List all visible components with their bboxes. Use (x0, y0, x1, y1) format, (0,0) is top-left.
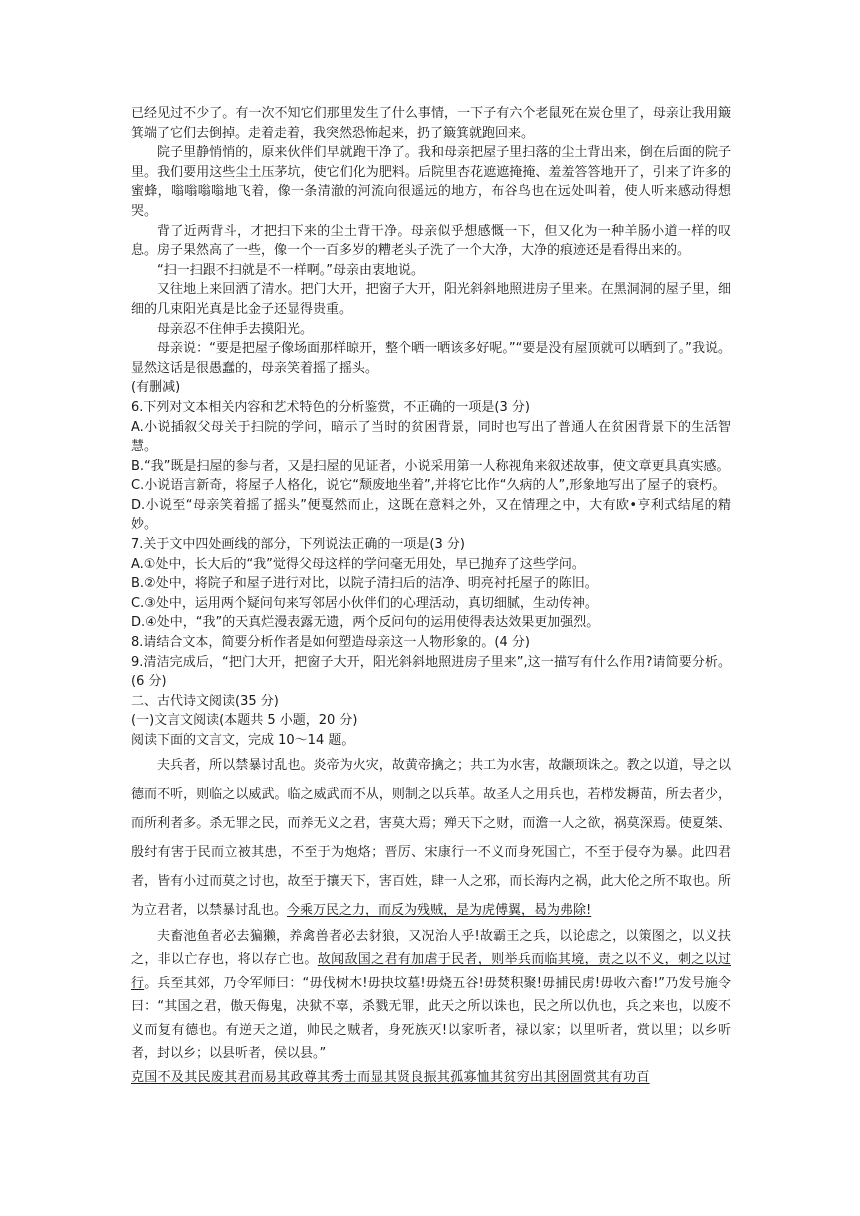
question-7-option-a: A.①处中，长大后的“我”觉得父母这样的学问毫无用处，早已抛弃了这些学问。 (131, 556, 585, 572)
classical-paragraph-2-text-a: 夫畜池鱼者必去猵獭，养禽兽者必去豺狼，又况治人乎!故霸王之兵，以论虑之，以策图之，以义扶之，非以亡存也，将以存亡也。 (131, 928, 731, 968)
classical-paragraph-2-text-b: 。兵至其郊，乃令军师曰：“毋伐树木!毋抉坟墓!毋烧五谷!毋焚积聚!毋捕民虏!毋收六畜!”乃发号施令曰：“其国之君，傲天侮鬼，决狱不辜，杀戮无罪，此天之所以诛也，民之所以仇也，兵之来也，以废不义而复有德也。有逆天之道，帅民之贼者，身死族灭!以家听者，禄以家；以里听者，赏以里；以乡听者，封以乡；以县听者，侯以县。” (131, 975, 731, 1062)
question-7: 7.关于文中四处画线的部分，下列说法正确的一项是(3 分) (131, 537, 465, 553)
story-paragraph-7: 母亲说：“要是把屋子像场面那样晾开，整个晒一晒该多好呢。”“要是没有屋顶就可以晒到了。”我说。显然这话是很愚蠢的，母亲笑着摇了摇头。 (131, 341, 731, 376)
question-7-option-d: D.④处中，“我”的天真烂漫表露无遗，两个反问句的运用使得表达效果更加强烈。 (131, 615, 600, 631)
question-9: 9.清洁完成后，“把门大开，把窗子大开，阳光斜斜地照进房子里来”,这一描写有什么作用?请简要分析。(6 分) (131, 654, 731, 690)
question-8: 8.请结合文本，简要分析作者是如何塑造母亲这一人物形象的。(4 分) (131, 635, 530, 651)
story-paragraph-1: 已经见过不少了。有一次不知它们那里发生了什么事情，一下子有六个老鼠死在炭仓里了，母亲让我用簸箕端了它们去倒掉。走着走着，我突然恐怖起来，扔了簸箕就跑回来。 (131, 106, 731, 141)
classical-paragraph-1 (131, 751, 731, 925)
underlined-sentence-1: 今乘万民之力，而反为残贼，是为虎傅翼，曷为弗除! (287, 902, 592, 918)
section-heading: 二、古代诗文阅读(35 分) (131, 693, 279, 709)
story-paragraph-4: “扫一扫跟不扫就是不一样啊。”母亲由衷地说。 (157, 262, 424, 278)
question-7-option-b: B.②处中，将院子和屋子进行对比，以院子清扫后的洁净、明亮衬托屋子的陈旧。 (131, 576, 598, 592)
unpunctuated-passage: 克国不及其民废其君而易其政尊其秀士而显其贤良振其孤寡恤其贫穷出其囹圄赏其有功百 (131, 1069, 650, 1085)
story-paragraph-3: 背了近两背斗，才把扫下来的尘土背干净。母亲似乎想感慨一下，但又化为一种羊肠小道一样的叹息。房子果然高了一些，像一个一百多岁的糟老头子洗了一个大净，大净的痕迹还是看得出来的。 (131, 223, 731, 259)
question-6-option-a: A.小说插叙父母关于扫院的学问，暗示了当时的贫困背景，同时也写出了普通人在贫困背景下的生活智慧。 (131, 419, 731, 455)
abridged-note: (有删减) (131, 380, 181, 396)
question-6-option-b: B.“我”既是扫屋的参与者，又是扫屋的见证者，小说采用第一人称视角来叙述故事，使文章更具真实感。 (131, 458, 730, 474)
story-paragraph-5: 又往地上来回洒了清水。把门大开，把窗子大开，阳光斜斜地照进房子里来。在黑洞洞的屋子里，细细的几束阳光真是比金子还显得贵重。 (131, 282, 731, 317)
question-6: 6.下列对文本相关内容和艺术特色的分析鉴赏，不正确的一项是(3 分) (131, 399, 530, 415)
question-7-option-c: C.③处中，运用两个疑问句来写邻居小伙伴们的心理活动，真切细腻，生动传神。 (131, 595, 598, 611)
subsection-heading: (一)文言文阅读(本题共 5 小题，20 分) (131, 713, 358, 729)
underlined-sentence-2: 故闻敌国之君有加虐于民者，则举兵而临其境，责之以不义，刺之以过行 (131, 952, 731, 991)
story-paragraph-6: 母亲忍不住伸手去摸阳光。 (157, 321, 314, 337)
classical-paragraph-1-text: 夫兵者，所以禁暴讨乱也。炎帝为火灾，故黄帝擒之；共工为水害，故颛顼诛之。教之以道，导之以德而不听，则临之以威武。临之威武而不从，则制之以兵革。故圣人之用兵也，若栉发耨苗，所去者少，而所利者多。杀无罪之民，而养无义之君，害莫大焉；殚天下之财，而澹一人之欲，祸莫深焉。使夏桀、殷纣有害于民而立被其患，不至于为炮烙；晋厉、宋康行一不义而身死国亡，不至于侵夺为暴。此四君者，皆有小过而莫之讨也，故至于攘天下，害百姓，肆一人之邪，而长海内之祸，此大伦之所不取也。所为立君者，以禁暴讨乱也。 (131, 757, 731, 918)
story-paragraph-2: 院子里静悄悄的，原来伙伴们早就跑干净了。我和母亲把屋子里扫落的尘土背出来，倒在后面的院子里。我们要用这些尘土压茅坑，使它们化为肥料。后院里杏花遮遮掩掩、羞羞答答地开了，引来了许多的蜜蜂，嗡嗡嗡嗡地飞着，像一条清澈的河流向很遥远的地方，布谷鸟也在远处叫着，使人听来感动得想哭。 (131, 145, 731, 219)
reading-instruction: 阅读下面的文言文，完成 10～14 题。 (131, 733, 355, 748)
document-page (131, 104, 731, 1089)
classical-paragraph-2 (131, 925, 731, 1066)
question-6-option-d: D.小说至“母亲笑着摇了摇头”便戛然而止，这既在意料之外，又在情理之中，大有欧•亨利式结尾的精妙。 (131, 497, 731, 533)
question-6-option-c: C.小说语言新奇，将屋子人格化，说它“颓废地坐着”,并将它比作“久病的人”,形象地写出了屋子的衰朽。 (131, 478, 726, 494)
